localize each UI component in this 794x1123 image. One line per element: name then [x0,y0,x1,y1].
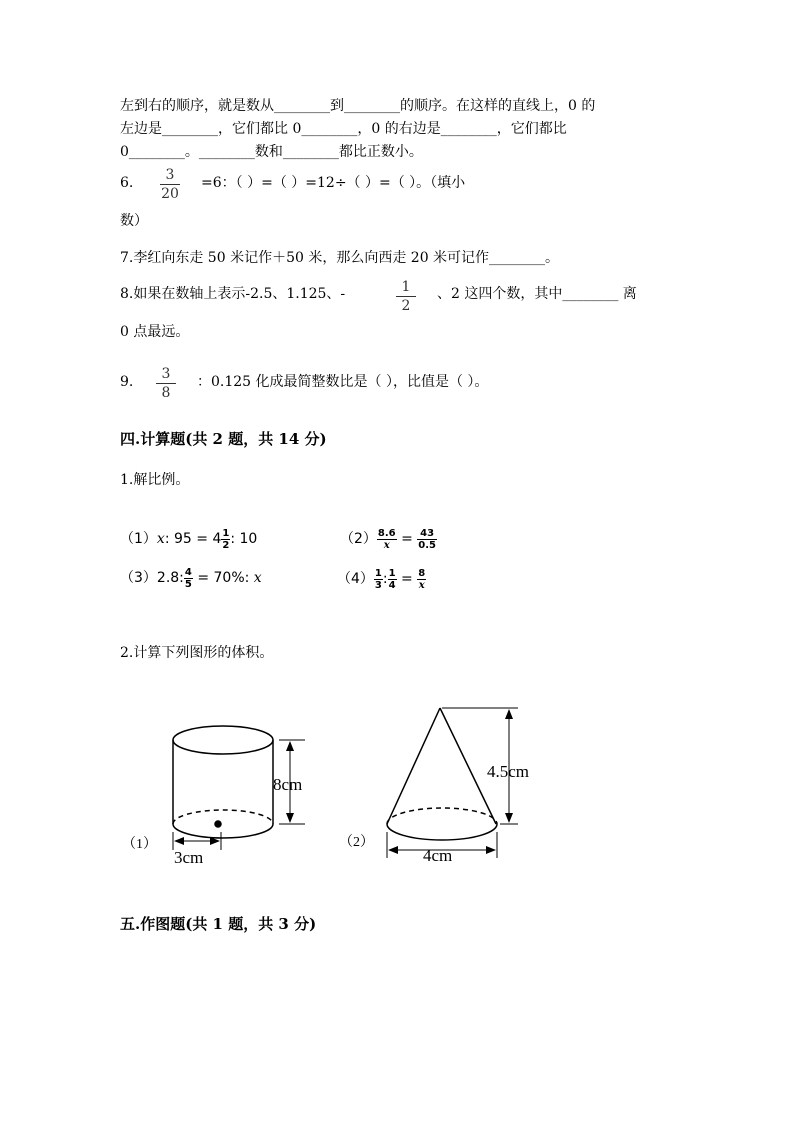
s4-question1: 1.解比例。 [120,472,190,488]
q8-fraction: 1 2 [396,279,416,314]
q8-text-part2: 、2 这四个数，其中________ 离 [437,286,637,302]
q6-continuation: 数） [120,213,148,229]
section-heading-5: 五.作图题(共 1 题，共 3 分) [120,915,317,933]
q8-text-part1: 8.如果在数轴上表示-2.5、1.125、- [120,286,346,302]
q5-line1: 左到右的顺序，就是数从________到________的顺序。在这样的直线上，0 的 [120,98,596,114]
cone-figure [387,708,518,858]
q9-text: ：0.125 化成最简整数比是（ ），比值是（ ）。 [197,374,489,390]
q6-number: 6. [120,175,134,191]
figure1-label: （1） [122,837,157,852]
q6-text: =6：（ ）=（ ）=12÷（ ）=（ ）。（填小 [201,175,466,191]
q7-text: 7.李红向东走 50 米记作＋50 米，那么向西走 20 米可记作________。 [120,250,560,266]
q8-continuation: 0 点最远。 [120,324,190,340]
cylinder-radius-label: 3cm [174,848,204,867]
q9-fraction: 3 8 [156,366,176,401]
q6-fraction: 3 20 [161,167,179,202]
q5-line2: 左边是________，它们都比 0________，0 的右边是________，它们都比 [120,121,567,137]
cylinder-height-label: 8cm [273,775,303,794]
volume-figures [0,690,794,950]
equation-3: （3）2.8: $\frac{4}{5}$ = 70%: x [120,566,262,590]
equation-2: （2） $\frac{8.6}{x}$ = $\frac{43}{0.5}$ [340,527,436,551]
cone-diameter-label: 4cm [423,846,453,865]
s4-question2: 2.计算下列图形的体积。 [120,645,274,661]
q9-number: 9. [120,374,134,390]
equation-1: （1）x: 95 = 4 $\frac{1}{2}$ : 10 [120,527,258,551]
cone-height-label: 4.5cm [487,762,530,781]
q5-line3: 0________。________数和________都比正数小。 [120,144,423,160]
equation-4: （4） $\frac{1}{3}$ : $\frac{1}{4}$ = $\frac{8}{x}$ [337,567,426,591]
section-heading-4: 四.计算题(共 2 题，共 14 分) [120,430,327,448]
figure2-label: （2） [339,835,374,850]
